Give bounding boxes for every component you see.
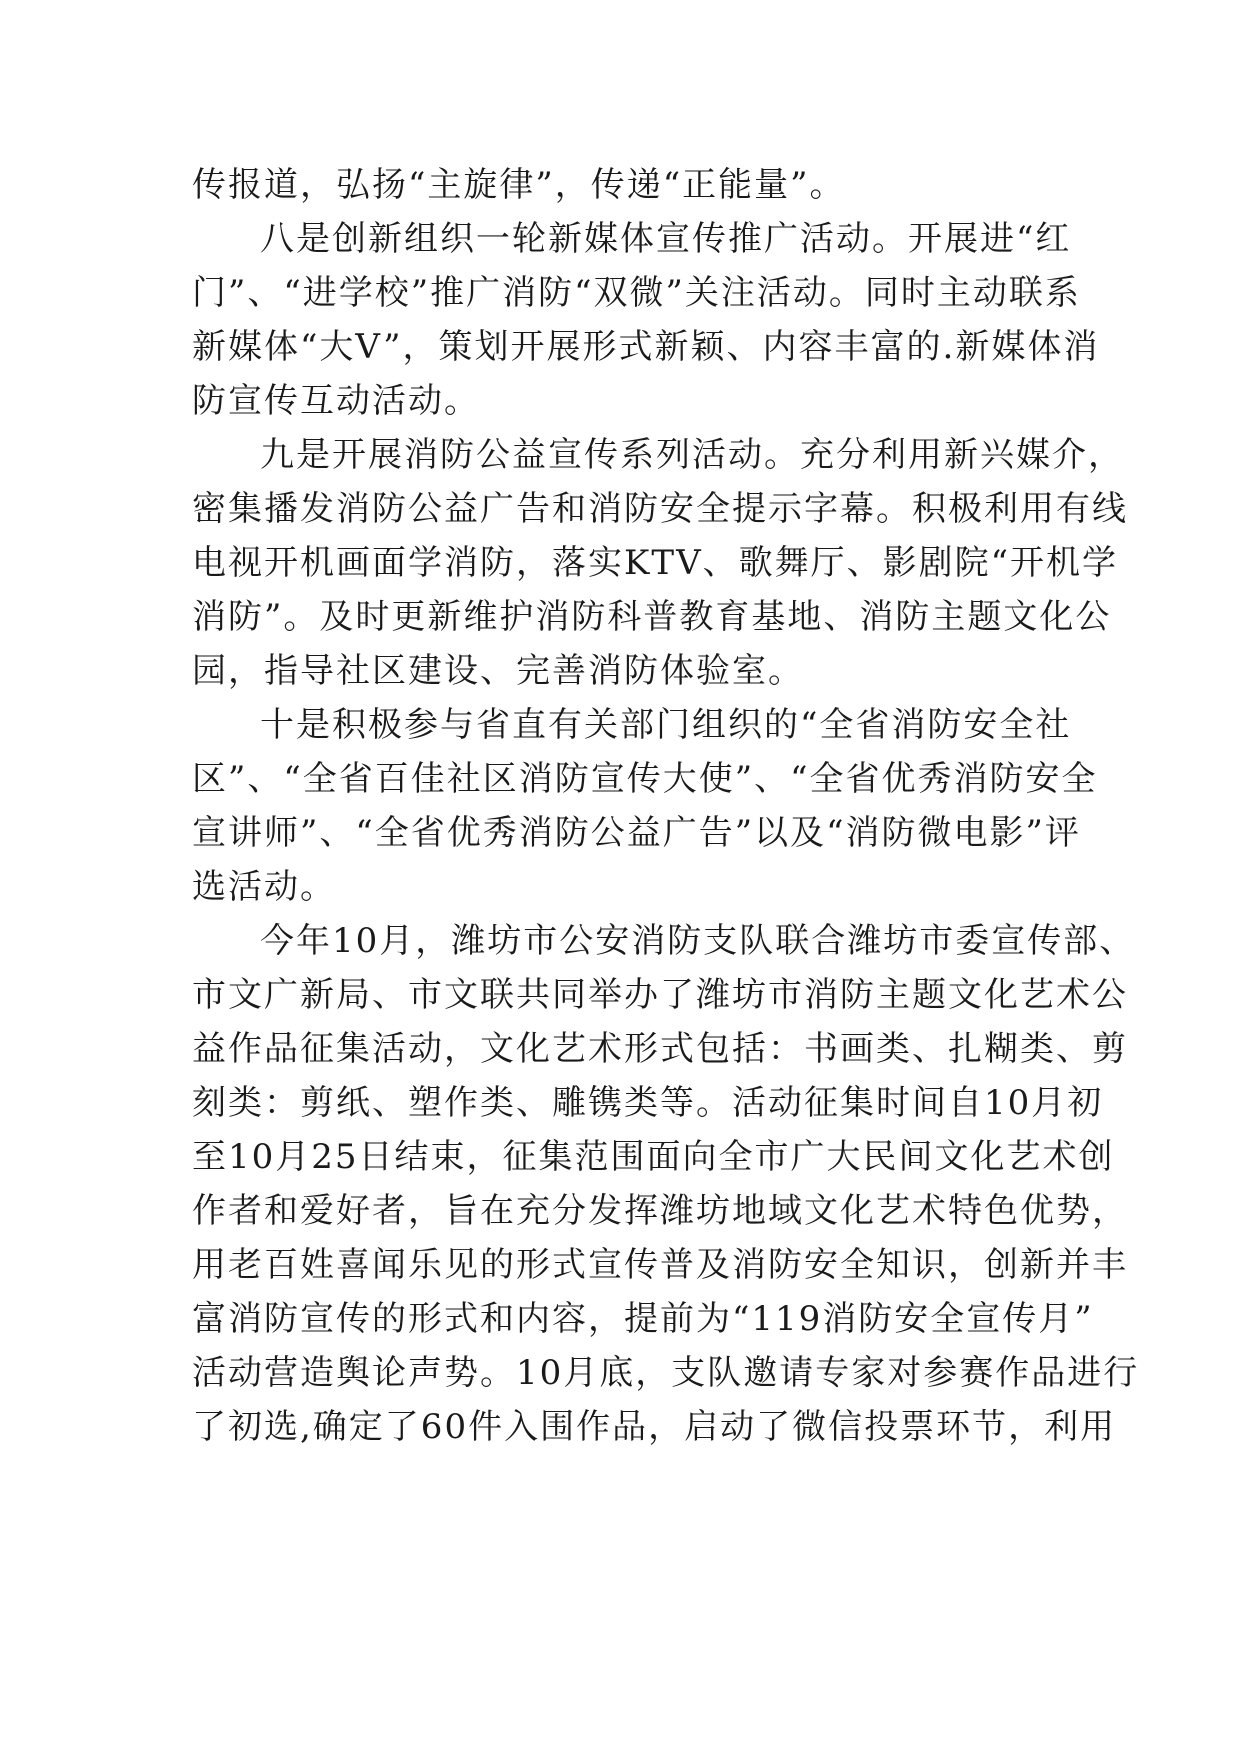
text-line: 门”、“进学校”推广消防“双微”关注活动。同时主动联系 — [192, 273, 1081, 313]
text-line: 十是积极参与省直有关部门组织的“全省消防安全社 — [260, 705, 1072, 745]
paragraph — [192, 428, 1128, 698]
text-line: 九是开展消防公益宣传系列活动。充分利用新兴媒介， — [260, 435, 1124, 475]
paragraph — [192, 698, 1098, 914]
text-line: 宣讲师”、“全省优秀消防公益广告”以及“消防微电影”评 — [192, 813, 1081, 853]
text-line: 园，指导社区建设、完善消防体验室。 — [192, 651, 804, 691]
text-line: 区”、“全省百佳社区消防宣传大使”、“全省优秀消防安全 — [192, 759, 1098, 799]
text-line: 至10月25日结束，征集范围面向全市广大民间文化艺术创 — [192, 1137, 1115, 1177]
paragraph — [192, 914, 1140, 1454]
paragraph — [192, 212, 1100, 428]
text-line: 新媒体“大V”，策划开展形式新颖、内容丰富的.新媒体消 — [192, 327, 1100, 367]
text-line: 富消防宣传的形式和内容，提前为“119消防安全宣传月” — [192, 1299, 1094, 1339]
text-line: 选活动。 — [192, 867, 336, 907]
document-body — [192, 158, 1140, 1454]
text-line: 电视开机画面学消防，落实KTV、歌舞厅、影剧院“开机学 — [192, 543, 1119, 583]
text-line: 了初选,确定了60件入围作品，启动了微信投票环节，利用 — [192, 1407, 1117, 1447]
text-line: 益作品征集活动，文化艺术形式包括：书画类、扎糊类、剪 — [192, 1029, 1128, 1069]
text-line: 市文广新局、市文联共同举办了潍坊市消防主题文化艺术公 — [192, 975, 1128, 1015]
text-line: 今年10月，潍坊市公安消防支队联合潍坊市委宣传部、 — [260, 921, 1136, 961]
text-line: 用老百姓喜闻乐见的形式宣传普及消防安全知识，创新并丰 — [192, 1245, 1128, 1285]
text-line: 传报道，弘扬“主旋律”，传递“正能量”。 — [192, 165, 846, 205]
text-line: 密集播发消防公益广告和消防安全提示字幕。积极利用有线 — [192, 489, 1128, 529]
text-line: 消防”。及时更新维护消防科普教育基地、消防主题文化公 — [192, 597, 1112, 637]
text-line: 活动营造舆论声势。10月底，支队邀请专家对参赛作品进行 — [192, 1353, 1140, 1393]
text-line: 八是创新组织一轮新媒体宣传推广活动。开展进“红 — [260, 219, 1072, 259]
text-line: 防宣传互动活动。 — [192, 381, 480, 421]
text-line: 作者和爱好者，旨在充分发挥潍坊地域文化艺术特色优势， — [192, 1191, 1128, 1231]
text-line: 刻类：剪纸、塑作类、雕镌类等。活动征集时间自10月初 — [192, 1083, 1104, 1123]
paragraph — [192, 158, 1052, 212]
